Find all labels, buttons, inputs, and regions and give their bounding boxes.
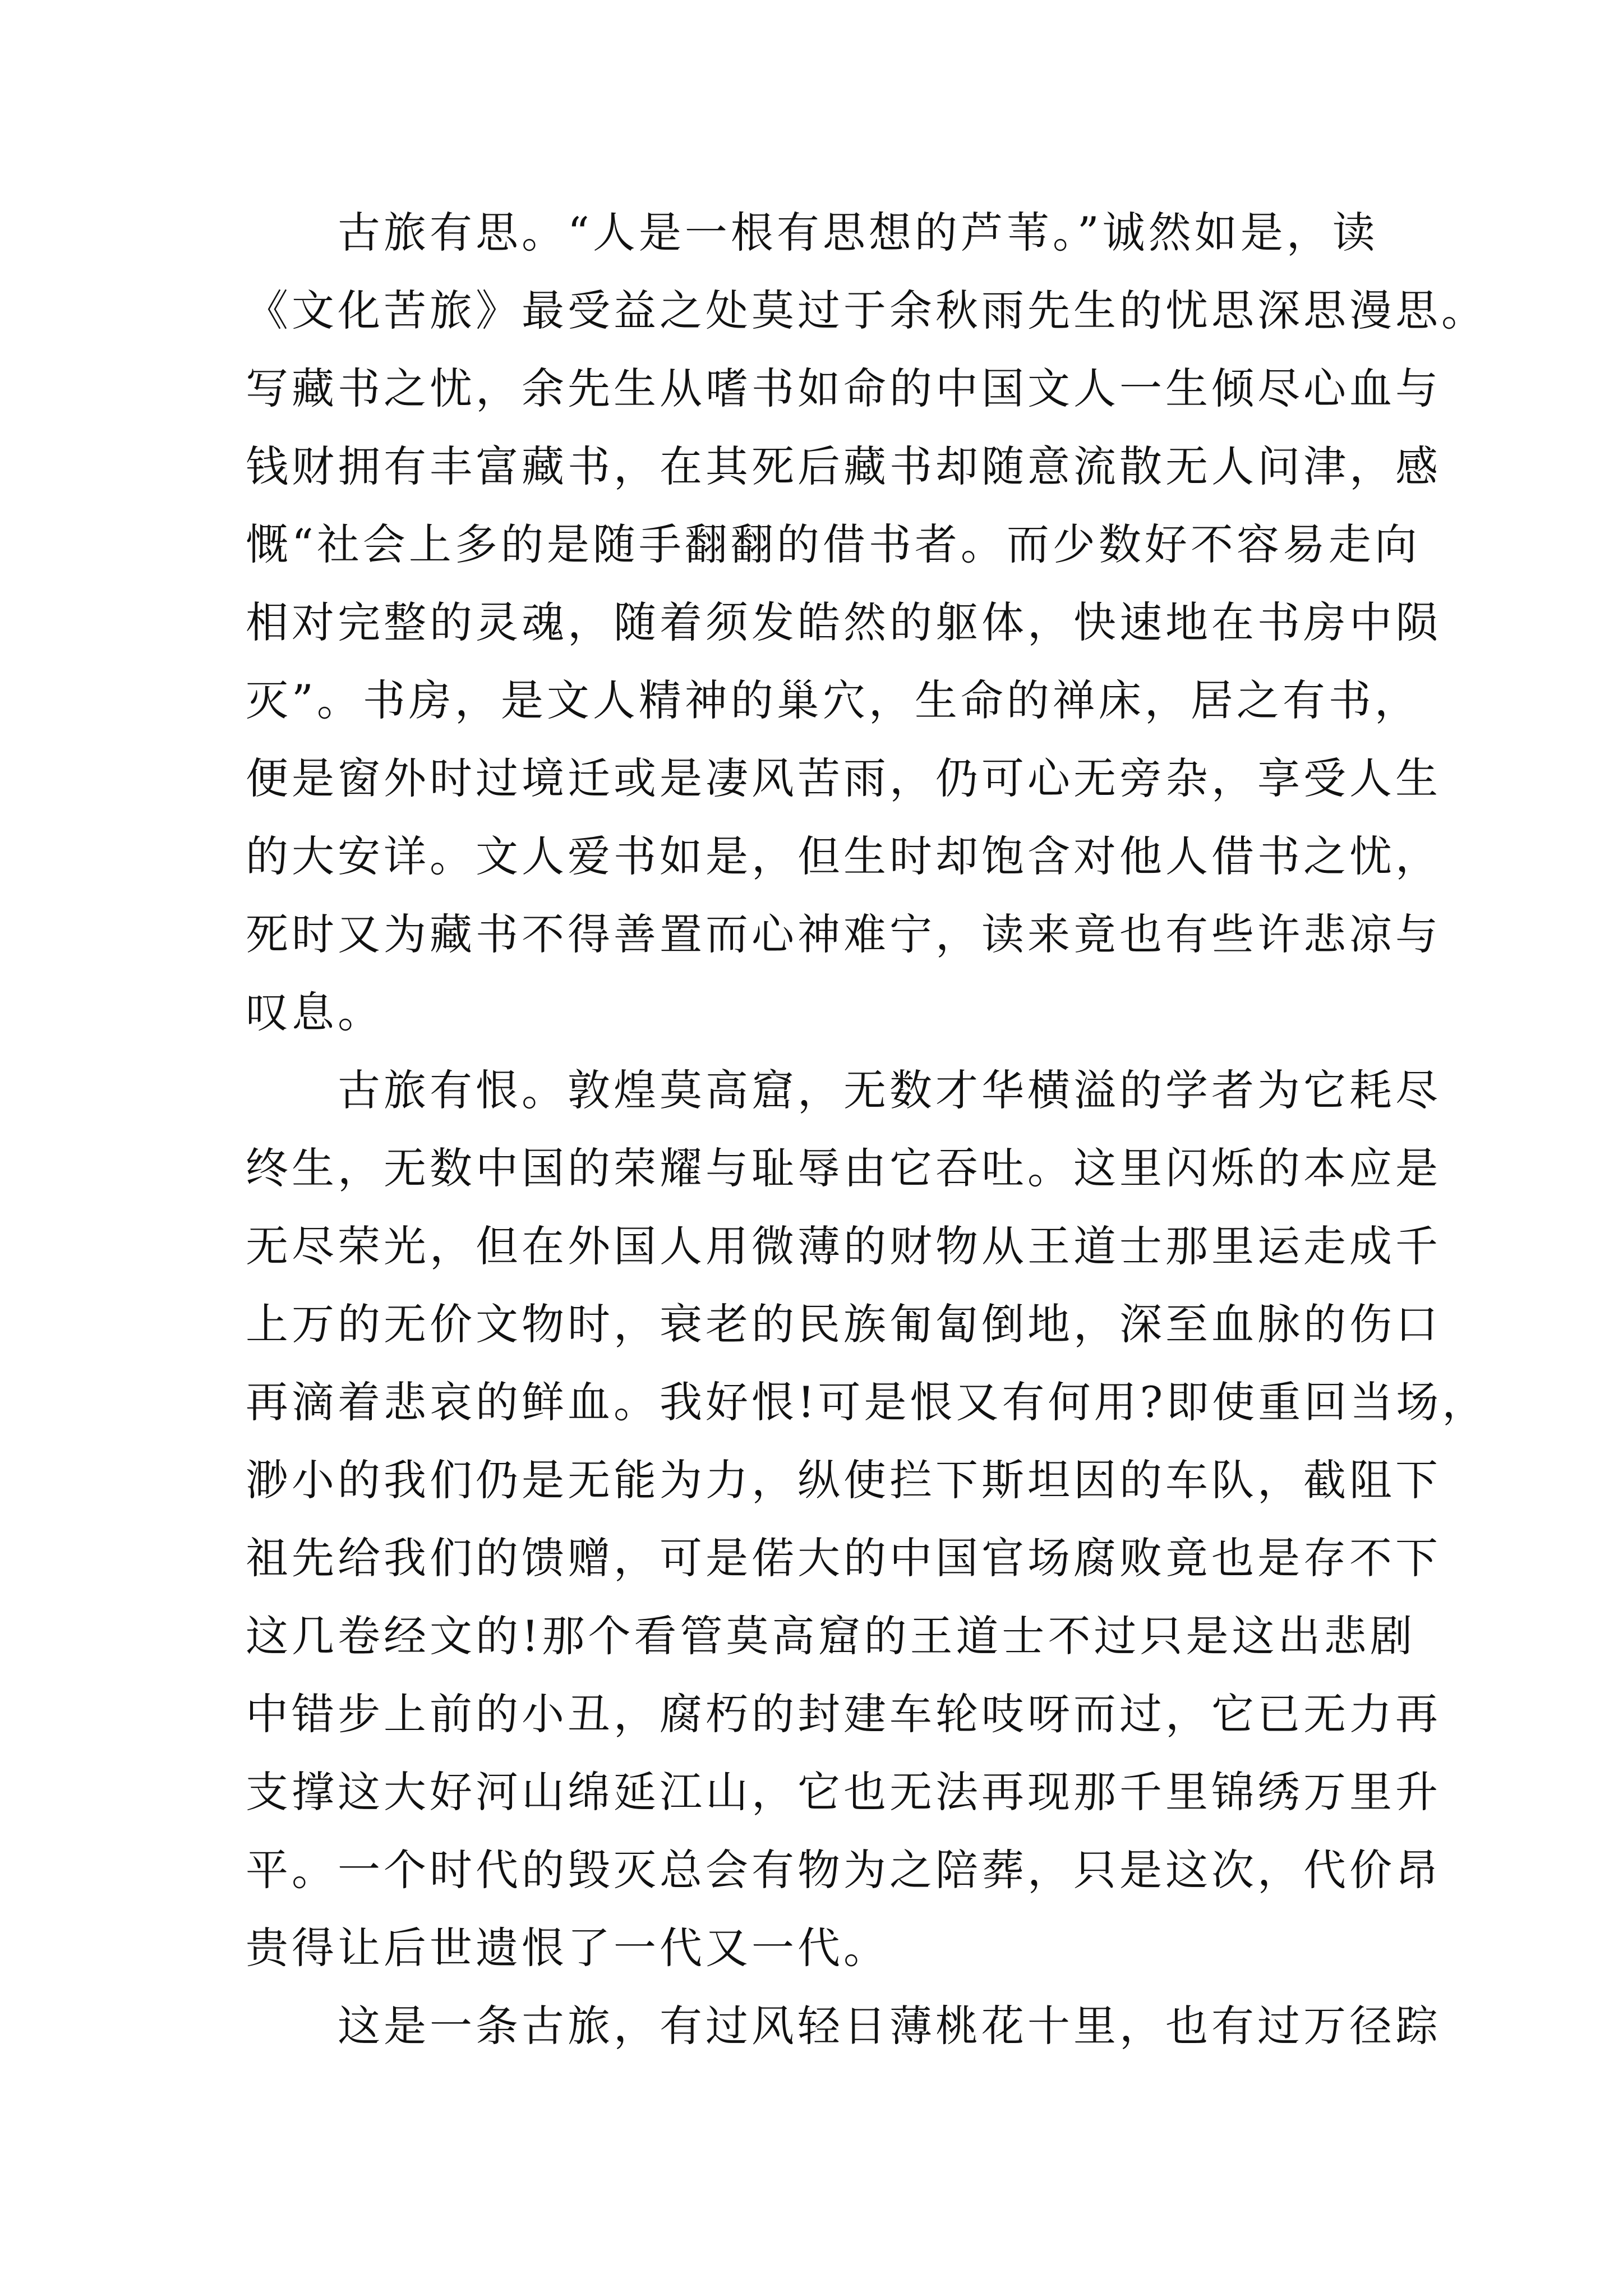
- paragraph-2-line-5: 再滴着悲哀的鲜血。我好恨!可是恨又有何用?即使重回当场，: [246, 1377, 1488, 1427]
- paragraph-1-line-3: 写藏书之忧，余先生从嗜书如命的中国文人一生倾尽心血与: [246, 364, 1441, 413]
- paragraph-1-line-10: 死时又为藏书不得善置而心神难宁，读来竟也有些许悲凉与: [246, 909, 1441, 959]
- paragraph-2-line-6: 渺小的我们仍是无能为力，纵使拦下斯坦因的车队，截阻下: [246, 1455, 1441, 1505]
- paragraph-2-line-12: 贵得让后世遗恨了一代又一代。: [246, 1923, 889, 1973]
- paragraph-2-line-2: 终生，无数中国的荣耀与耻辱由它吞吐。这里闪烁的本应是: [246, 1143, 1441, 1193]
- paragraph-1-line-6: 相对完整的灵魂，随着须发皓然的躯体，快速地在书房中陨: [246, 597, 1441, 647]
- paragraph-1-line-9: 的大安详。文人爱书如是，但生时却饱含对他人借书之忧，: [246, 831, 1441, 881]
- paragraph-1-line-8: 便是窗外时过境迁或是凄风苦雨，仍可心无旁杂，享受人生: [246, 753, 1441, 803]
- paragraph-1-line-5: 慨“社会上多的是随手翻翻的借书者。而少数好不容易走向: [246, 519, 1421, 569]
- paragraph-2-line-8: 这几卷经文的!那个看管莫高窟的王道士不过只是这出悲剧: [246, 1611, 1416, 1661]
- paragraph-2-line-7: 祖先给我们的馈赠，可是偌大的中国官场腐败竟也是存不下: [246, 1533, 1441, 1583]
- paragraph-3-line-1: 这是一条古旅，有过风轻日薄桃花十里，也有过万径踪: [338, 2001, 1441, 2051]
- paragraph-1-line-2: 《文化苦旅》最受益之处莫过于余秋雨先生的忧思深思漫思。: [246, 286, 1487, 335]
- paragraph-2-line-3: 无尽荣光，但在外国人用微薄的财物从王道士那里运走成千: [246, 1221, 1441, 1271]
- paragraph-1-line-7: 灭”。书房，是文人精神的巢穴，生命的禅床，居之有书，: [246, 675, 1421, 725]
- paragraph-2-line-9: 中错步上前的小丑，腐朽的封建车轮吱呀而过，它已无力再: [246, 1689, 1441, 1739]
- paragraph-1-line-1: 古旅有思。“人是一根有思想的芦苇。”诚然如是，读: [338, 208, 1378, 257]
- paragraph-2-line-1: 古旅有恨。敦煌莫高窟，无数才华横溢的学者为它耗尽: [338, 1065, 1441, 1115]
- paragraph-1-line-11: 叹息。: [246, 987, 384, 1037]
- paragraph-2-line-10: 支撑这大好河山绵延江山，它也无法再现那千里锦绣万里升: [246, 1767, 1441, 1817]
- paragraph-2-line-4: 上万的无价文物时，衰老的民族匍匐倒地，深至血脉的伤口: [246, 1299, 1441, 1349]
- paragraph-2-line-11: 平。一个时代的毁灭总会有物为之陪葬，只是这次，代价昂: [246, 1845, 1441, 1895]
- paragraph-1-line-4: 钱财拥有丰富藏书，在其死后藏书却随意流散无人问津，感: [246, 441, 1441, 491]
